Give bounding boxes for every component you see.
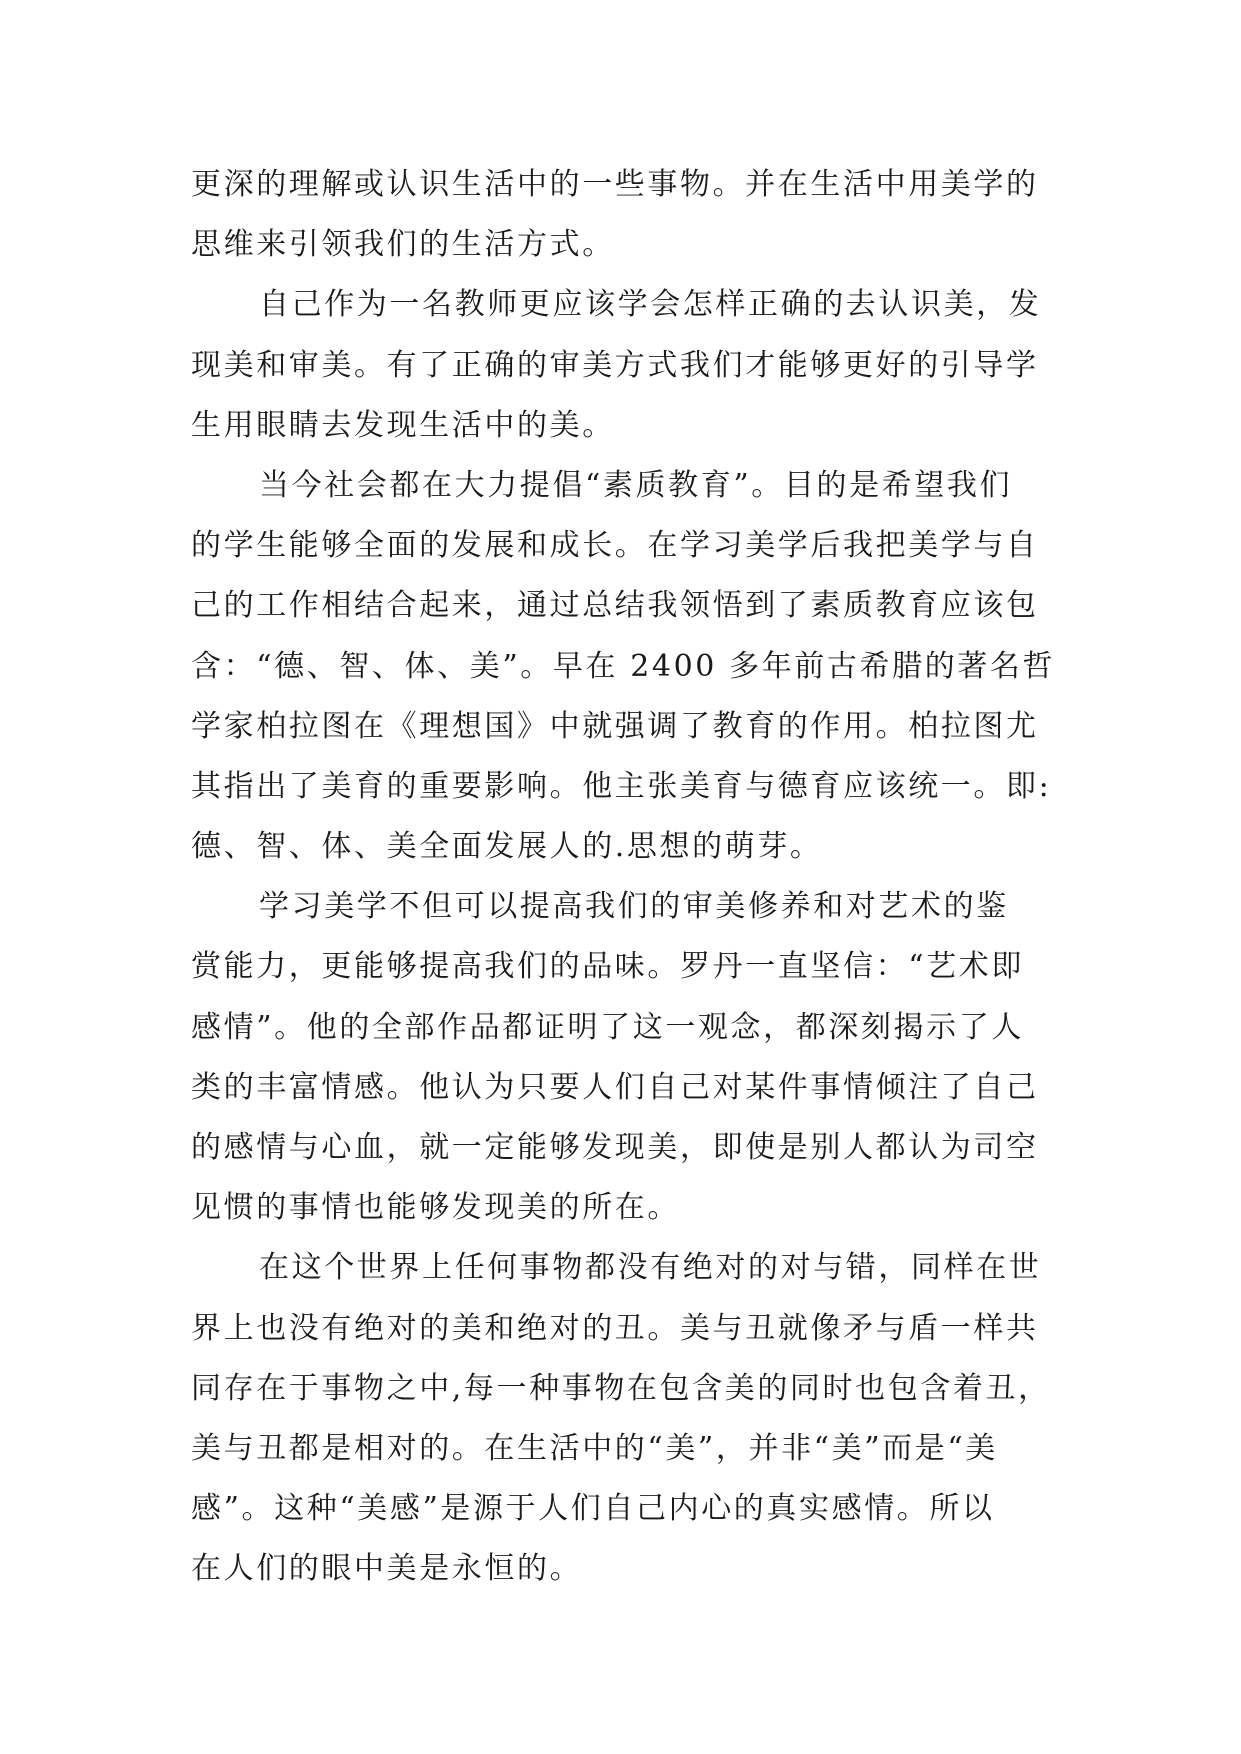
text-line: 自己作为一名教师更应该学会怎样正确的去认识美，发 bbox=[259, 287, 1042, 323]
text-line: 生用眼睛去发现生活中的美。 bbox=[191, 407, 615, 443]
text-line: 现美和审美。有了正确的审美方式我们才能够更好的引导学 bbox=[191, 347, 1039, 383]
text-line: 其指出了美育的重要影响。他主张美育与德育应该统一。即: bbox=[191, 768, 1052, 804]
text-line: 的感情与心血，就一定能够发现美，即使是别人都认为司空 bbox=[191, 1130, 1039, 1165]
text-line: 德、智、体、美全面发展人的.思想的萌芽。 bbox=[191, 829, 823, 865]
text-line: 学家柏拉图在《理想国》中就强调了教育的作用。柏拉图尤 bbox=[191, 708, 1039, 744]
text-line: 感”。这种“美感”是源于人们自己内心的真实感情。所以 bbox=[191, 1491, 995, 1527]
text-line: 赏能力，更能够提高我们的品味。罗丹一直坚信：“艺术即 bbox=[191, 949, 1024, 985]
text-line: 类的丰富情感。他认为只要人们自己对某件事情倾注了自己 bbox=[191, 1069, 1039, 1105]
text-line: 的学生能够全面的发展和成长。在学习美学后我把美学与自 bbox=[191, 528, 1039, 564]
paragraph-2 bbox=[191, 275, 1051, 456]
text-line: 更深的理解或认识生活中的一些事物。并在生活中用美学的 bbox=[191, 167, 1039, 202]
text-line: 见惯的事情也能够发现美的所在。 bbox=[191, 1190, 680, 1226]
text-line: 在这个世界上任何事物都没有绝对的对与错，同样在世 bbox=[259, 1250, 1042, 1286]
paragraph-5 bbox=[191, 1238, 1051, 1599]
paragraph-1 bbox=[191, 155, 1051, 275]
text-line: 当今社会都在大力提倡“素质教育”。目的是希望我们 bbox=[259, 467, 1013, 503]
text-line: 学习美学不但可以提高我们的审美修养和对艺术的鉴 bbox=[259, 889, 1009, 925]
text-line: 界上也没有绝对的美和绝对的丑。美与丑就像矛与盾一样共 bbox=[191, 1310, 1039, 1346]
text-line: 在人们的眼中美是永恒的。 bbox=[191, 1551, 583, 1587]
text-line: 感情”。他的全部作品都证明了这一观念，都深刻揭示了人 bbox=[191, 1009, 1024, 1045]
text-line: 美与丑都是相对的。在生活中的“美”，并非“美”而是“美 bbox=[191, 1430, 998, 1466]
body-text bbox=[191, 155, 1056, 1600]
paragraph-4 bbox=[191, 877, 1051, 1238]
text-line: 思维来引领我们的生活方式。 bbox=[191, 227, 615, 263]
text-line: 己的工作相结合起来，通过总结我领悟到了素质教育应该包 bbox=[191, 588, 1039, 624]
text-line: 含：“德、智、体、美”。早在 2400 多年前古希腊的著名哲 bbox=[191, 648, 1056, 684]
paragraph-3 bbox=[191, 456, 1056, 877]
text-line: 同存在于事物之中,每一种事物在包含美的同时也包含着丑， bbox=[191, 1370, 1051, 1406]
